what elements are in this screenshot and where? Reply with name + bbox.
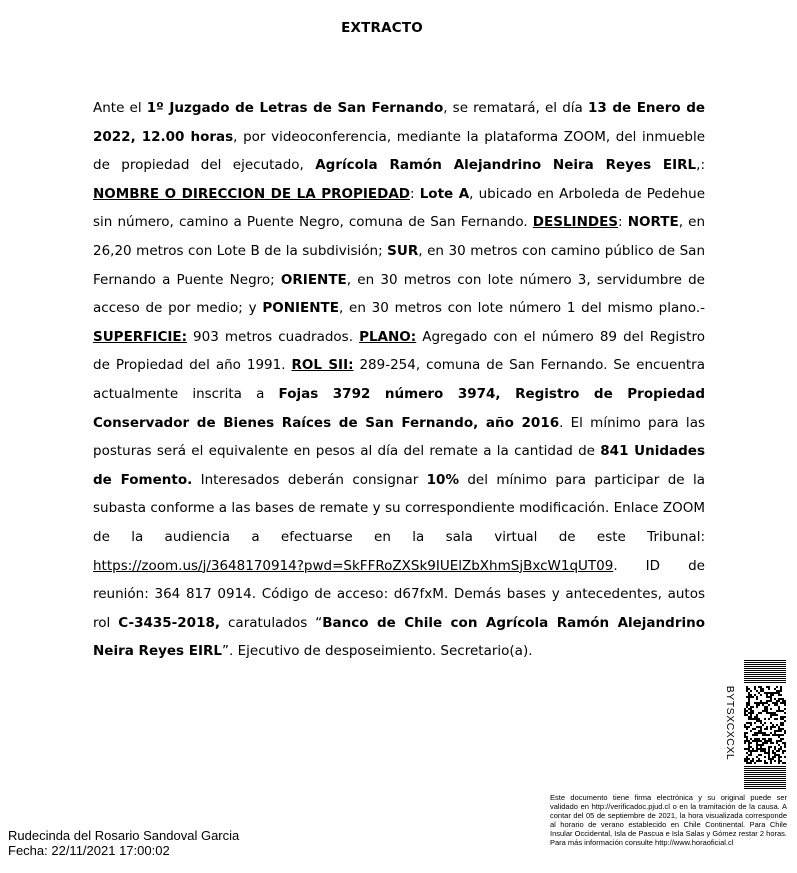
text-segment: , en 26,20 metros con Lote B de la subdivisión; [93, 214, 706, 259]
verification-code: BYTSXCXCXL [724, 685, 736, 761]
surface-heading: SUPERFICIE: [93, 328, 187, 345]
text-segment: , en 30 metros con lote número 1 del mismo plano.- [338, 300, 705, 317]
text-segment: Ante el [93, 100, 147, 116]
property-name-heading: NOMBRE O DIRECCION DE LA PROPIEDAD [93, 185, 410, 202]
registry-reference: Fojas 3792 número 3974, Registro de Propiedad Conservador de Bienes Raíces de San Fernando, año 2016 [93, 385, 705, 431]
text-segment: , en 30 metros con camino público de San Fernando a Puente Negro; [93, 242, 706, 288]
verification-barcode [744, 660, 786, 790]
signature-date: Fecha: 22/11/2021 17:00:02 [8, 843, 170, 858]
case-title: Banco de Chile con Agrícola Ramón Alejandrino Neira Reyes EIRL [93, 614, 705, 660]
case-number: C-3435-2018, [118, 614, 220, 631]
debtor-name: Agrícola Ramón Alejandrino Neira Reyes EIRL [315, 157, 697, 174]
extract-body [93, 94, 705, 666]
rol-heading: ROL SII: [291, 357, 354, 374]
deposit-percentage: 10% [426, 471, 459, 488]
text-segment: ,: [696, 157, 706, 174]
text-segment: ”. Ejecutivo de desposeimiento. Secretario(a). [222, 643, 533, 660]
text-segment: : [410, 185, 420, 202]
text-segment: , ubicado en Arboleda de Pedehue sin número, camino a Puente Negro, comuna de San Fernando. [93, 185, 706, 231]
signer-name: Rudecinda del Rosario Sandoval Garcia [8, 828, 240, 843]
auction-date: 13 de Enero de 2022, 12.00 horas [93, 100, 706, 145]
document-title: EXTRACTO [341, 20, 423, 36]
text-segment: : [618, 214, 628, 231]
text-segment: del mínimo para participar de la subasta conforme a las bases de remate y su correspondiente modificación. Enlace ZOOM de la audiencia a efectuarse en la sala virtual de este Tribunal: [93, 471, 705, 545]
text-segment: caratulados “ [219, 614, 323, 631]
text-segment: , por videoconferencia, mediante la plataforma ZOOM, del inmueble de propiedad del ejecutado, [93, 128, 706, 174]
text-segment: 903 metros cuadrados. [187, 328, 360, 345]
south-label: SUR [387, 242, 419, 259]
north-label: NORTE [627, 214, 679, 231]
text-segment: 289-254, comuna de San Fernando. Se encuentra actualmente inscrita a [93, 357, 705, 402]
boundaries-heading: DESLINDES [532, 214, 619, 231]
electronic-signature-disclaimer: Este documento tiene firma electrónica y su original puede ser validado en http://verificadoc.pjud.cl o en la tramitación de la causa. A contar del 05 de septiembre de 2021, la hora visualizada corresponde al horario de verano establecido en Chile Continental. Para Chile Insular Occidental, Isla de Pascua e Isla Salas y Gómez restar 2 horas. Para más información consulte http://www.horaoficial.cl [550, 793, 787, 847]
text-segment: , se rematará, el día [443, 100, 588, 116]
text-segment: . ID de reunión: 364 817 0914. Código de acceso: d67fxM. Demás bases y antecedentes, autos rol [93, 557, 705, 631]
west-label: PONIENTE [262, 300, 339, 317]
text-segment: , en 30 metros con lote número 3, servidumbre de acceso de por medio; y [93, 271, 705, 317]
lot-label: Lote A [419, 185, 470, 202]
signature-block [8, 828, 239, 858]
text-segment: Agregado con el número 89 del Registro de Propiedad del año 1991. [93, 328, 705, 374]
east-label: ORIENTE [280, 271, 347, 288]
zoom-link[interactable]: https://zoom.us/j/3648170914?pwd=SkFFRoZXSk9IUElZbXhmSjBxcW1qUT09 [93, 557, 614, 574]
text-segment: Interesados deberán consignar [192, 471, 427, 488]
court-name: 1º Juzgado de Letras de San Fernando [146, 100, 444, 116]
minimum-amount: 841 Unidades de Fomento. [93, 443, 705, 488]
plan-heading: PLANO: [359, 328, 417, 345]
text-segment: . El mínimo para las posturas será el equivalente en pesos al día del remate a la cantidad de [93, 414, 705, 460]
